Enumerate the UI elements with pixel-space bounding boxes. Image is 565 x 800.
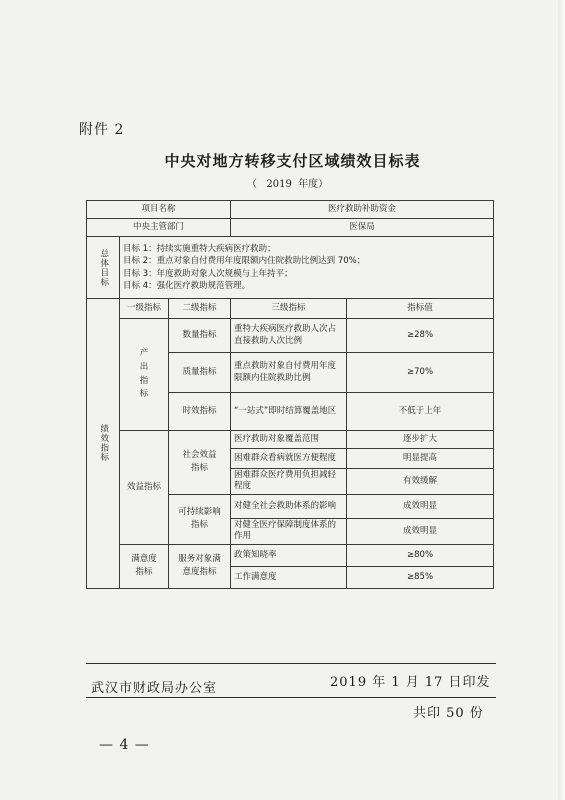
satisfaction-value: ≥80% (347, 544, 494, 566)
goal-item: 目标 2：重点对象自付费用年度限额内住院救助比例达到 70%； (123, 256, 366, 267)
dept-value: 医保局 (231, 219, 494, 237)
quality-indicator: 质量指标 (169, 353, 231, 393)
label-line: 社会效益 (182, 449, 217, 460)
label-line: 出 (139, 361, 149, 372)
year-unit: 年度） (298, 179, 329, 190)
year-value: 2019 (266, 179, 292, 190)
table-row (87, 219, 494, 237)
social-value: 逐步扩大 (347, 431, 494, 449)
table-row (87, 237, 494, 299)
sustainable-indicator (169, 494, 231, 544)
quantity-value: ≥28% (347, 319, 494, 353)
table-row (87, 431, 494, 449)
social-value: 明显提高 (347, 449, 494, 469)
timeliness-value: 不低于上年 (347, 393, 494, 431)
print-copies: 共印 50 份 (413, 706, 484, 721)
label-line: 产 (139, 348, 149, 359)
footer-rule-top (86, 663, 496, 664)
sustainable-value: 成效明显 (347, 518, 494, 544)
page-number: — 4 — (99, 737, 150, 753)
print-date: 2019 年 1 月 17 日印发 (330, 675, 491, 690)
year-open-paren: （ (246, 179, 257, 190)
quality-l3: 重点救助对象自付费用年度限额内住院救助比例 (231, 353, 347, 393)
header-level3: 三级指标 (231, 299, 347, 319)
header-level2: 二级指标 (169, 299, 231, 319)
satisfaction-indicator-label (120, 544, 169, 588)
goal-item: 目标 1：持续实施重特大疾病医疗救助； (123, 243, 276, 254)
label-line: 服务对象满 (178, 553, 221, 564)
output-indicator-label (120, 319, 169, 431)
label-line: 指 (139, 375, 149, 386)
sustainable-l3: 对健全社会救助体系的影响 (231, 494, 347, 518)
project-name-label: 项目名称 (87, 201, 231, 219)
social-l3: 医疗救助对象覆盖范围 (231, 431, 347, 449)
year-line (0, 175, 565, 190)
timeliness-indicator: 时效指标 (169, 393, 231, 431)
footer-rule-bottom (86, 697, 496, 698)
social-benefit-indicator (169, 431, 231, 495)
dept-label: 中央主管部门 (87, 219, 231, 237)
performance-table (86, 200, 494, 589)
issuing-office: 武汉市财政局办公室 (91, 681, 218, 696)
overall-goals-label-cell (87, 237, 120, 299)
benefit-indicator-label: 效益指标 (120, 431, 169, 545)
satisfaction-l3: 工作满意度 (231, 566, 347, 588)
label-line: 可持续影响 (178, 506, 221, 517)
table-row (87, 299, 494, 319)
quality-value: ≥70% (347, 353, 494, 393)
table-row (87, 201, 494, 219)
table-title: 中央对地方转移支付区域绩效目标表 (164, 152, 421, 170)
social-value: 有效缓解 (347, 469, 494, 495)
sustainable-value: 成效明显 (347, 494, 494, 518)
quantity-indicator: 数量指标 (169, 319, 231, 353)
attachment-label: 附件 2 (79, 122, 125, 138)
social-l3: 困难群众看病就医方便程度 (231, 449, 347, 469)
label-line: 指标 (190, 520, 208, 531)
project-name-value: 医疗救助补助资金 (231, 201, 494, 219)
satisfaction-value: ≥85% (347, 566, 494, 588)
sustainable-l3: 对健全医疗保障制度体系的作用 (231, 518, 347, 544)
page-edge-shadow (558, 0, 565, 800)
satisfaction-l3: 政策知晓率 (231, 544, 347, 566)
timeliness-l3: “一站式”即时结算覆盖地区 (231, 393, 347, 431)
indicators-label-cell (87, 299, 120, 589)
goal-item: 目标 3：年度救助对象人次规模与上年持平； (123, 268, 293, 279)
header-level1: 一级指标 (120, 299, 169, 319)
header-value: 指标值 (347, 299, 494, 319)
overall-goals-label: 总体目标 (98, 248, 109, 287)
label-line: 指标 (135, 567, 153, 578)
table-row (87, 544, 494, 566)
goal-item: 目标 4：强化医疗救助规范管理。 (123, 280, 251, 291)
label-line: 满意度 (131, 553, 157, 564)
label-line: 意度指标 (182, 567, 217, 578)
quantity-l3: 重特大疾病医疗救助人次占直接救助人次比例 (231, 319, 347, 353)
overall-goals-cell (120, 237, 494, 299)
table-row (87, 319, 494, 353)
service-satisfaction-indicator (169, 544, 231, 588)
label-line: 标 (139, 389, 149, 400)
social-l3: 困难群众医疗费用负担减轻程度 (231, 469, 347, 495)
label-line: 指标 (190, 463, 208, 474)
indicators-label: 绩效指标 (98, 424, 109, 463)
